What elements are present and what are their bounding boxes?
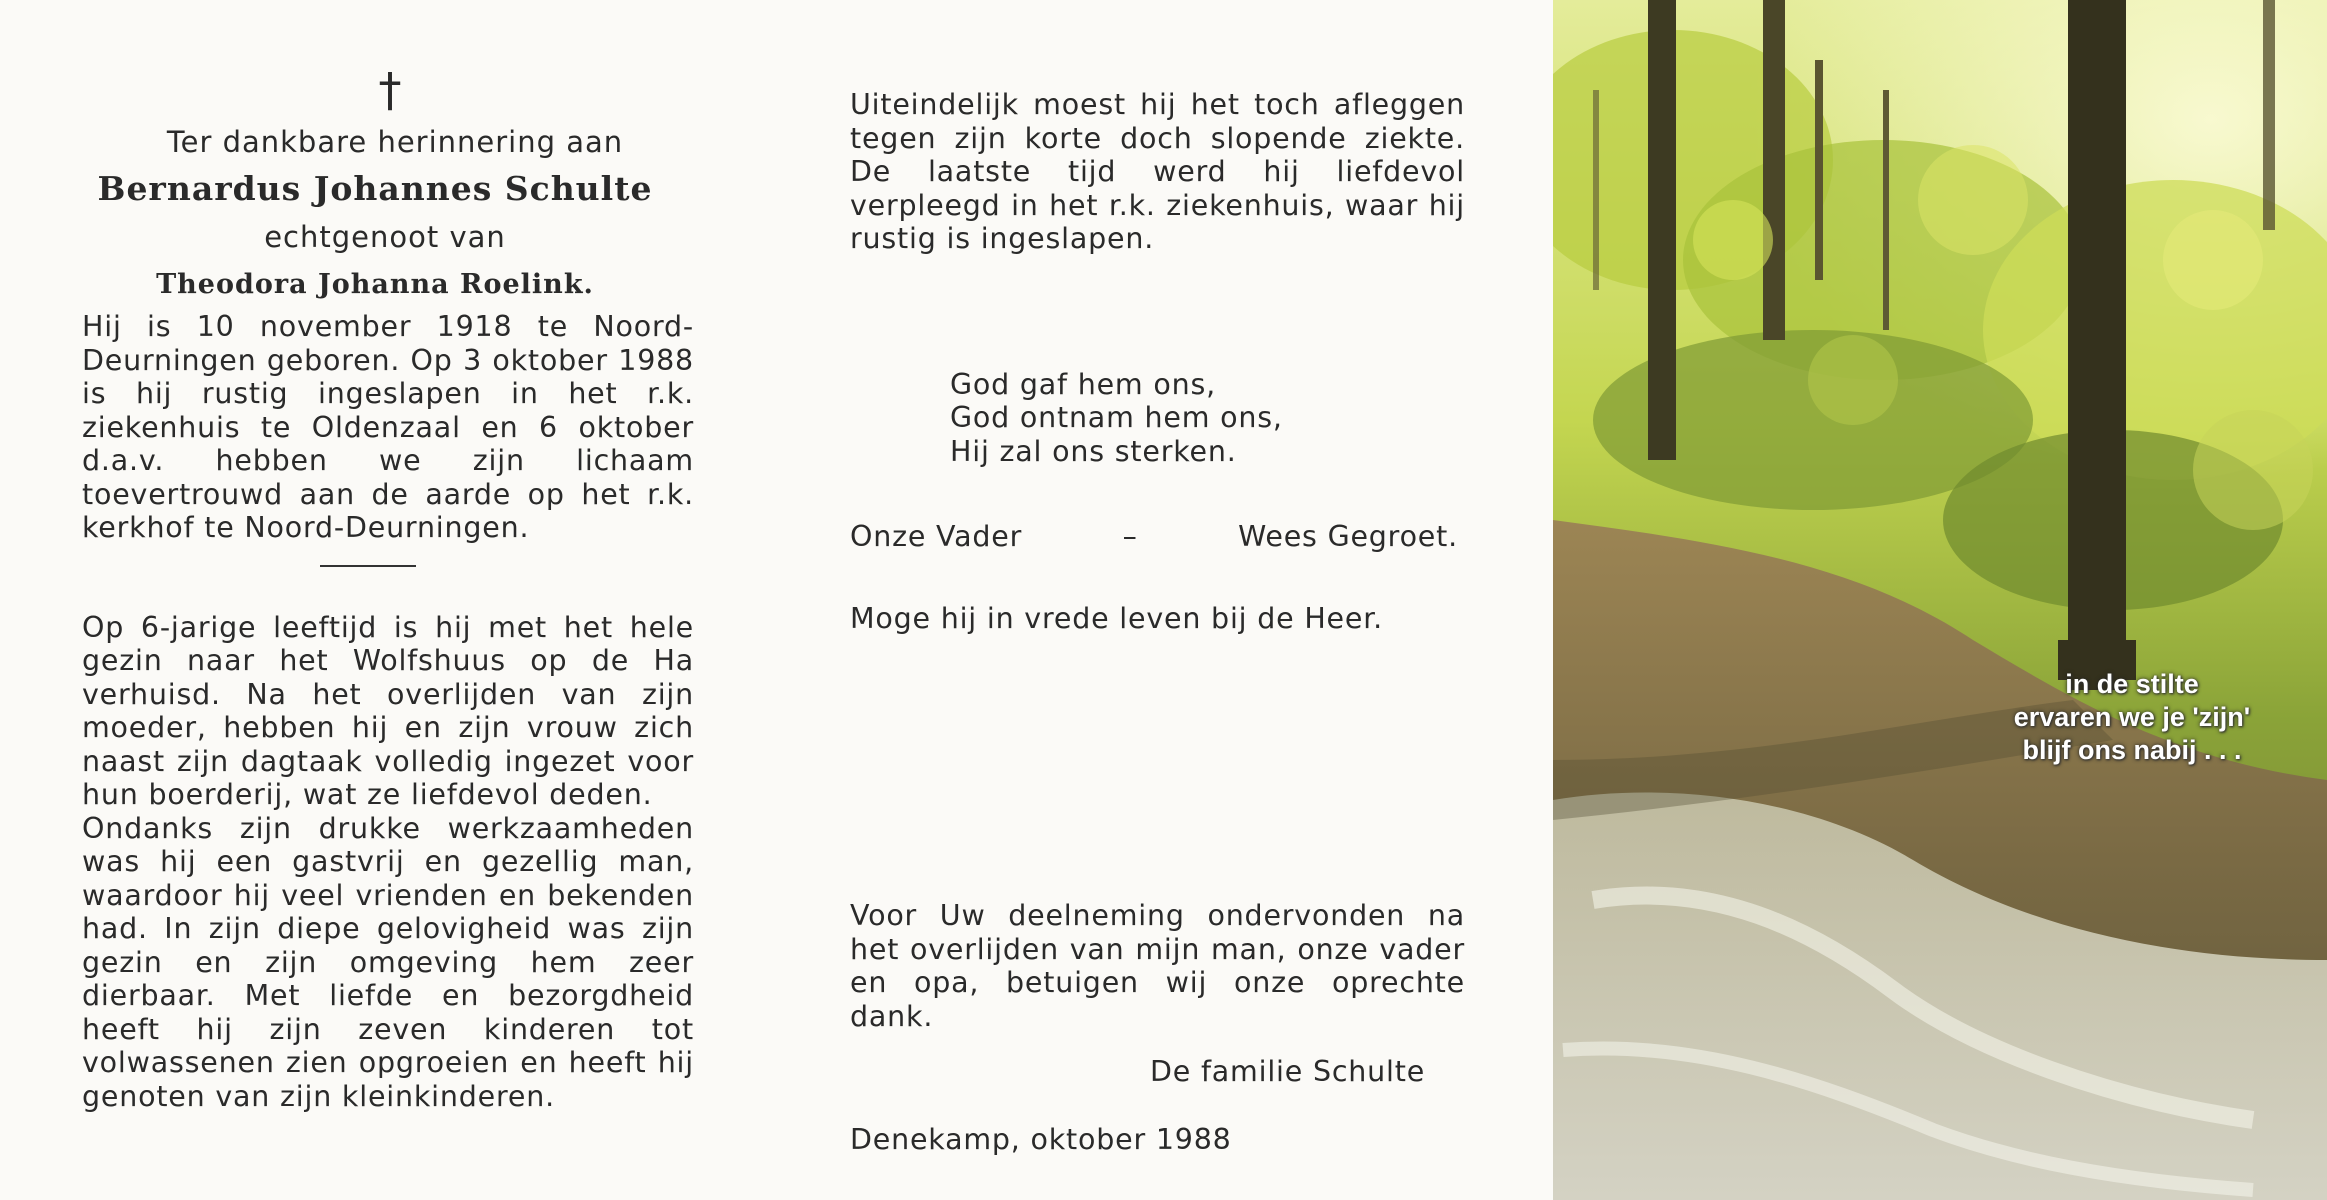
forest-photo xyxy=(1553,0,2327,1200)
caption-line: in de stilte xyxy=(2065,669,2199,699)
biography xyxy=(82,310,694,1113)
caption-line: blijf ons nabij . . . xyxy=(2022,735,2242,765)
poem-line: Hij zal ons sterken. xyxy=(950,434,1237,468)
prayers-line xyxy=(850,520,1458,554)
forest-illustration xyxy=(1553,0,2327,1200)
blessing: Moge hij in vrede leven bij de Heer. xyxy=(850,601,1383,635)
poem-line: God gaf hem ons, xyxy=(950,367,1216,401)
photo-caption xyxy=(1967,668,2297,767)
cross-icon: † xyxy=(378,63,402,117)
thanks-paragraph: Voor Uw deelneming ondervonden na het overlijden van mijn man, onze vader en opa, betuigen wij onze oprechte dank. xyxy=(850,899,1465,1033)
left-panel xyxy=(82,60,694,1113)
family-signature: De familie Schulte xyxy=(1150,1055,1426,1088)
biography-paragraph-3: Ondanks zijn drukke werkzaamheden was hij een gastvrij en gezellig man, waardoor hij veel vrienden en bekenden had. In zijn diepe gelovigheid was zijn gezin en zijn omgeving hem zeer dierbaar. Met liefde en bezorgdheid heeft hij zijn zeven kinderen tot volwassenen zien opgroeien en heeft hij genoten van zijn kleinkinderen. xyxy=(82,811,694,1113)
prayer-dash: – xyxy=(1122,520,1138,553)
biography-paragraph-2: Op 6-jarige leeftijd is hij met het hele gezin naar het Wolfshuus op de Ha verhuisd. Na het overlijden van zijn moeder, hebben hij en zijn vrouw zich naast zijn dagtaak volledig ingezet voor hun boerderij, wat ze liefdevol deden. xyxy=(82,610,694,811)
biography-paragraph-1: Hij is 10 november 1918 te Noord-Deurningen geboren. Op 3 oktober 1988 is hij rustig ingeslapen in het r.k. ziekenhuis te Oldenzaal en 6 oktober d.a.v. hebben we zijn lichaam toevertrouwd aan de aarde op het r.k. kerkhof te Noord-Deurningen. xyxy=(82,310,694,544)
poem-line: God ontnam hem ons, xyxy=(950,401,1283,434)
prayer-hail-mary: Wees Gegroet. xyxy=(1238,520,1458,553)
place-date: Denekamp, oktober 1988 xyxy=(850,1122,1232,1156)
spouse-name: Theodora Johanna Roelink. xyxy=(156,269,594,300)
divider xyxy=(320,565,416,567)
intro-line: Ter dankbare herinnering aan xyxy=(166,125,624,159)
poem xyxy=(850,368,1465,469)
illness-paragraph: Uiteindelijk moest hij het toch afleggen tegen zijn korte doch slopende ziekte. De laatste tijd werd hij liefdevol verpleegd in het r.k. ziekenhuis, waar hij rustig is ingeslapen. xyxy=(850,88,1465,255)
prayer-our-father: Onze Vader xyxy=(850,520,1023,553)
deceased-name: Bernardus Johannes Schulte xyxy=(97,169,653,208)
middle-panel xyxy=(850,88,1465,1156)
spouse-label: echtgenoot van xyxy=(264,220,506,254)
caption-line: ervaren we je 'zijn' xyxy=(2013,702,2251,732)
